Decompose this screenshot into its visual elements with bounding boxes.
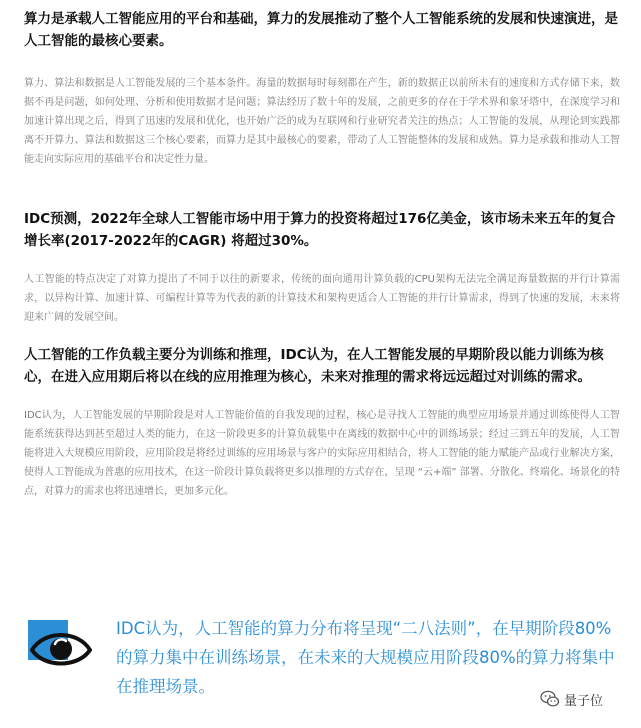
callout-text: IDC认为，人工智能的算力分布将呈现“二八法则”，在早期阶段80%的算力集中在训练场景，在未来的大规模应用阶段80%的算力将集中在推理场景。 <box>116 619 615 696</box>
section-2-heading: IDC预测，2022年全球人工智能市场中用于算力的投资将超过176亿美金，该市场未来五年的复合增长率(2017-2022年的CAGR) 将超过30%。 <box>24 211 616 249</box>
callout-icon-container <box>28 620 98 672</box>
section-3-body: IDC认为，人工智能发展的早期阶段是对人工智能价值的自我发现的过程，核心是寻找人工智能的典型应用场景并通过训练使得人工智能系统获得达到甚至超过人类的能力，在这一阶段更多的计算负载集中在离线的数据中心中的训练场景；经过三到五年的发展，人工智能将进入大规模应用阶段，应用阶段是将经过训练的应用场景与客户的实际应用相结合，将人工智能的能力赋能产品或行业解决方案，使得人工智能成为普惠的应用技术，在这一阶段计算负载将更多以推理的方式存在，呈现 “云+端” 部署、分散化、终端化、场景化的特点，对算力的需求也将迅速增长，更加多元化。 <box>24 410 620 497</box>
wechat-icon <box>540 690 560 708</box>
section-3-heading: 人工智能的工作负载主要分为训练和推理，IDC认为，在人工智能发展的早期阶段以能力训练为核心，在进入应用期后将以在线的应用推理为核心，未来对推理的需求将远远超过对训练的需求。 <box>24 347 604 385</box>
section-1-body: 算力、算法和数据是人工智能发展的三个基本条件。海量的数据每时每刻都在产生，新的数据正以前所未有的速度和方式存储下来，数据不再是问题，如何处理、分析和使用数据才是问题；算法经历了数十年的发展，之前更多的存在于学术界和象牙塔中，在深度学习和加速计算出现之后，得到了迅速的发展和优化，也开始广泛的成为互联网和行业研究者关注的热点；人工智能的发展，从理论到实践都离不开算力、算法和数据这三个核心要素，而算力是其中最核心的要素，带动了人工智能整体的发展和成熟。算力是承载和推动人工智能走向实际应用的基础平台和决定性力量。 <box>24 78 620 165</box>
watermark-label: 量子位 <box>564 693 604 709</box>
eye-icon <box>28 624 94 672</box>
section-2-body: 人工智能的特点决定了对算力提出了不同于以往的新要求，传统的面向通用计算负载的CPU架构无法完全满足海量数据的并行计算需求，以异构计算、加速计算、可编程计算等为代表的新的计算技术和架构更适合人工智能的并行计算需求，得到了快速的发展，未来将迎来广阔的发展空间。 <box>24 274 620 323</box>
section-1-heading: 算力是承载人工智能应用的平台和基础，算力的发展推动了整个人工智能系统的发展和快速演进，是人工智能的最核心要素。 <box>24 11 618 49</box>
watermark <box>540 688 603 710</box>
